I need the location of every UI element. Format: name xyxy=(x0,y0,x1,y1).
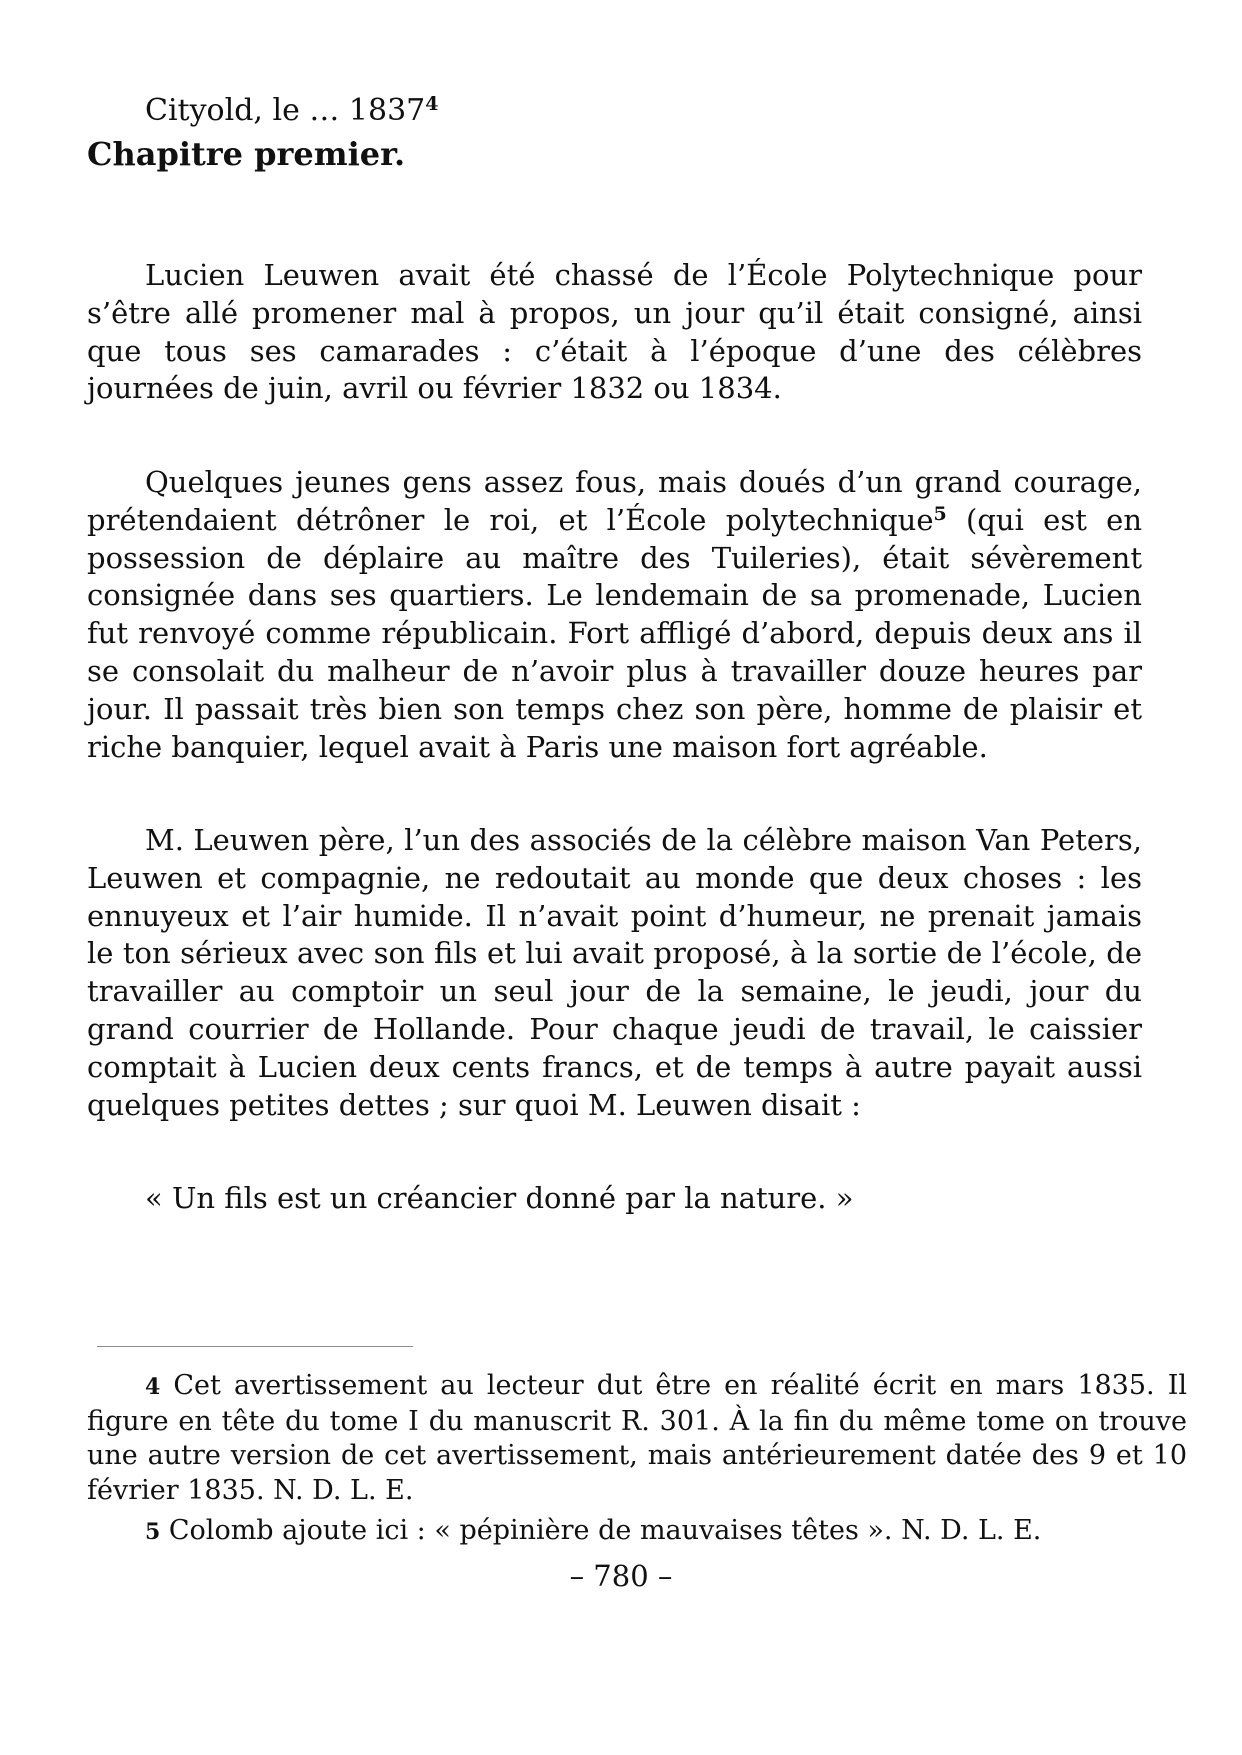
dateline xyxy=(145,92,439,130)
paragraph-4-quote: « Un fils est un créancier donné par la nature. » xyxy=(145,1181,854,1215)
footnote-separator xyxy=(97,1346,413,1347)
chapter-title: Chapitre premier. xyxy=(87,135,406,173)
footnote-ref-4[interactable]: 4 xyxy=(425,93,439,115)
footnote-4 xyxy=(87,1369,1187,1508)
footnote-5 xyxy=(87,1514,1187,1550)
footnote-5-text: Colomb ajoute ici : « pépinière de mauvaises têtes ». N. D. L. E. xyxy=(160,1515,1042,1546)
footnote-ref-5[interactable]: 5 xyxy=(933,502,947,525)
footnote-4-number: 4 xyxy=(145,1374,161,1400)
paragraph-2 xyxy=(87,464,1142,766)
footnote-5-number: 5 xyxy=(145,1519,161,1545)
page-number: – 780 – xyxy=(569,1559,673,1593)
paragraph-2-text-start: Quelques jeunes gens assez fous, mais doués d’un grand courage, prétendaient détrôner le roi, et l’École polytechnique xyxy=(87,465,1142,537)
paragraph-2-text-end: (qui est en possession de déplaire au maître des Tuileries), était sévèrement consignée dans ses quartiers. Le lendemain de sa promenade, Lucien fut renvoyé comme républicain. Fort affligé d’abord, depuis deux ans il se consolait du malheur de n’avoir plus à travailler douze heures par jour. Il passait très bien son temps chez son père, homme de plaisir et riche banquier, lequel avait à Paris une maison fort agréable. xyxy=(87,502,1142,764)
paragraph-1: Lucien Leuwen avait été chassé de l’École Polytechnique pour s’être allé promener mal à propos, un jour qu’il était consigné, ainsi que tous ses camarades : c’était à l’époque d’une des célèbres journées de juin, avril ou février 1832 ou 1834. xyxy=(87,258,1142,406)
footnote-4-text: Cet avertissement au lecteur dut être en réalité écrit en mars 1835. Il figure en tête du tome I du manuscrit R. 301. À la fin du même tome on trouve une autre version de cet avertissement, mais antérieurement datée des 9 et 10 février 1835. N. D. L. E. xyxy=(87,1370,1187,1506)
paragraph-3: M. Leuwen père, l’un des associés de la célèbre maison Van Peters, Leuwen et compagnie, ne redoutait au monde que deux choses : les ennuyeux et l’air humide. Il n’avait point d’humeur, ne prenait jamais le ton sérieux avec son fils et lui avait proposé, à la sortie de l’école, de travailler au comptoir un seul jour de la semaine, le jeudi, jour du grand courrier de Hollande. Pour chaque jeudi de travail, le caissier comptait à Lucien deux cents francs, et de temps à autre payait aussi quelques petites dettes ; sur quoi M. Leuwen disait : xyxy=(87,823,1142,1122)
dateline-text: Cityold, le … 1837 xyxy=(145,93,426,128)
